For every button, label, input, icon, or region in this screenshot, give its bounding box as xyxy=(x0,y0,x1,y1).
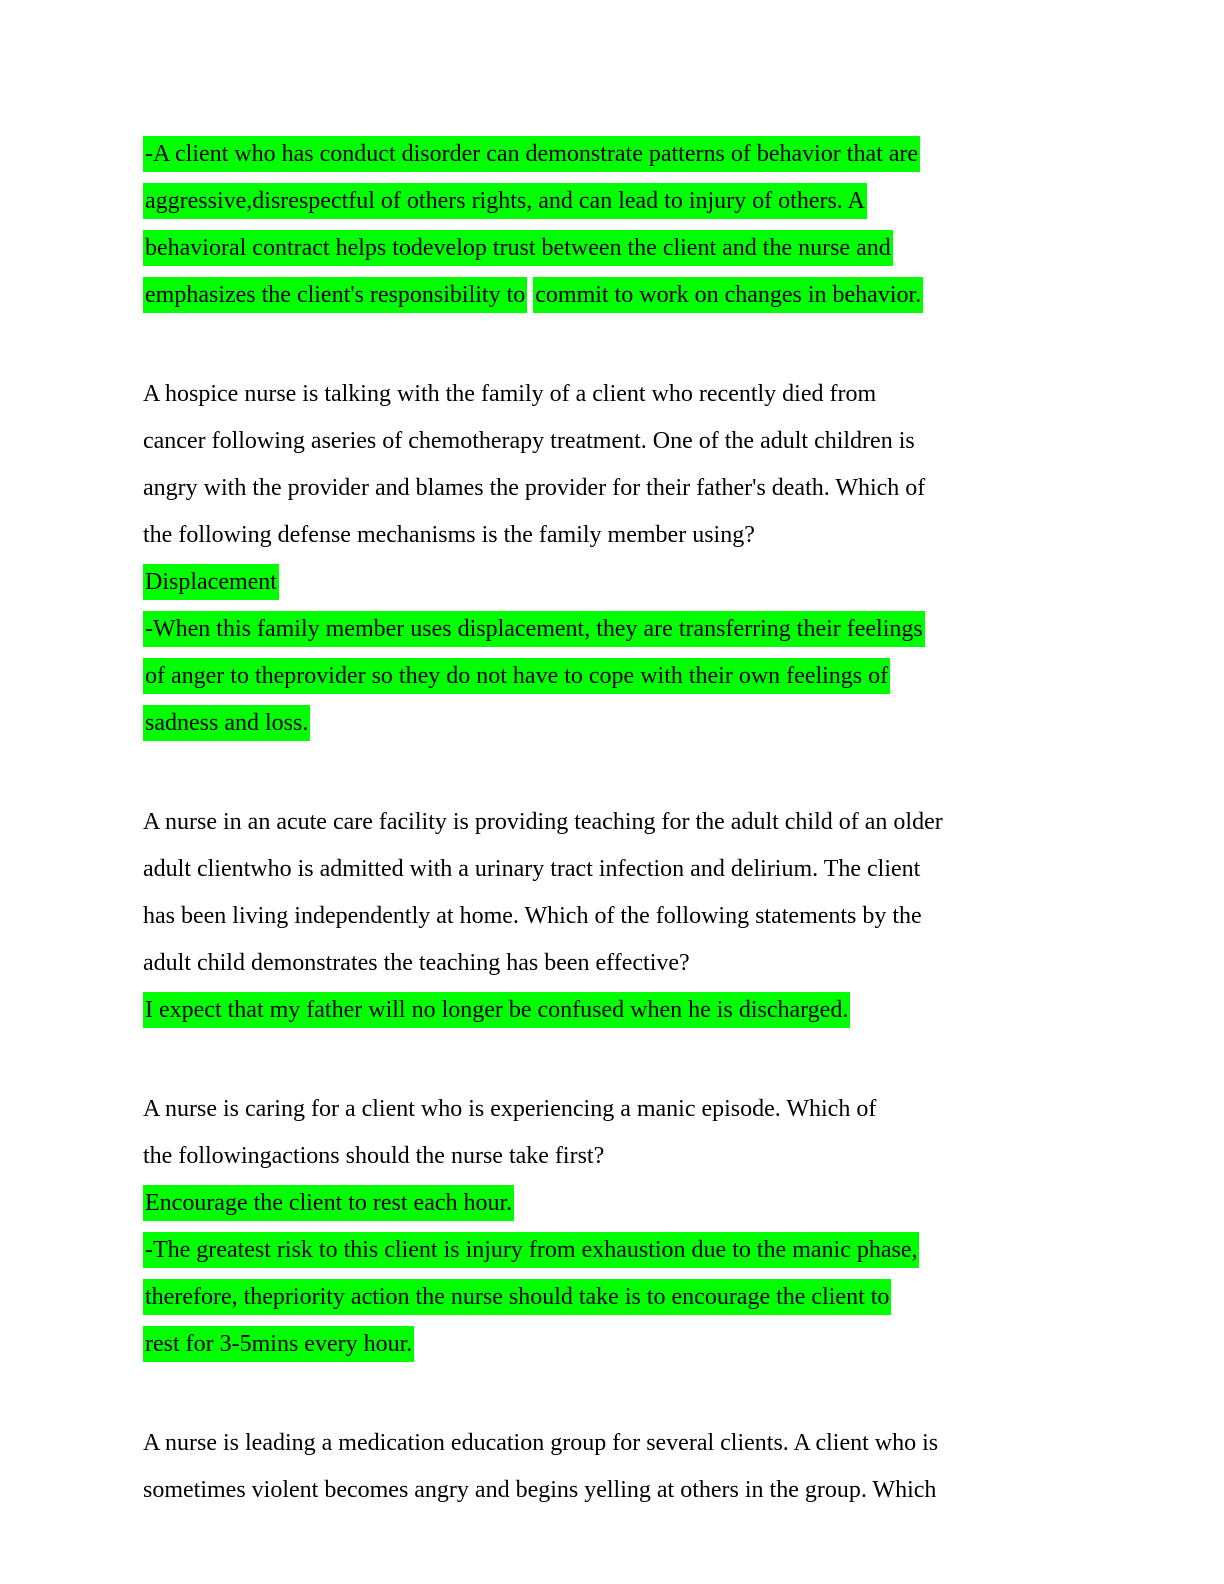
question-medication-education-group xyxy=(143,1420,1154,1514)
text-line xyxy=(143,987,1154,1034)
highlighted-text: commit to work on changes in behavior. xyxy=(533,277,923,313)
text-line xyxy=(143,893,1154,940)
highlighted-text: emphasizes the client's responsibility to xyxy=(143,277,527,313)
text-line xyxy=(143,371,1154,418)
text-line xyxy=(143,1086,1154,1133)
highlighted-text: aggressive,disrespectful of others rights, and can lead to injury of others. A xyxy=(143,183,867,219)
highlighted-text: of anger to theprovider so they do not have to cope with their own feelings of xyxy=(143,658,890,694)
plain-text: A nurse is leading a medication education group for several clients. A client who is xyxy=(143,1430,939,1456)
plain-text: angry with the provider and blames the provider for their father's death. Which of xyxy=(143,475,926,501)
text-line xyxy=(143,131,1154,178)
text-line xyxy=(143,1227,1154,1274)
text-line xyxy=(143,606,1154,653)
text-line xyxy=(143,1420,1154,1467)
text-line xyxy=(143,799,1154,846)
plain-text: cancer following aseries of chemotherapy treatment. One of the adult children is xyxy=(143,428,915,454)
highlighted-text: behavioral contract helps todevelop trust between the client and the nurse and xyxy=(143,230,893,266)
text-line xyxy=(143,559,1154,606)
question-hospice-defense-mechanism xyxy=(143,371,1154,747)
plain-text: has been living independently at home. Which of the following statements by the xyxy=(143,903,922,929)
highlighted-text: -When this family member uses displacement, they are transferring their feelings xyxy=(143,611,925,647)
text-line xyxy=(143,700,1154,747)
text-line xyxy=(143,512,1154,559)
document-body xyxy=(143,131,1154,1514)
text-line xyxy=(143,272,1154,319)
text-line xyxy=(143,940,1154,987)
text-line xyxy=(143,1274,1154,1321)
text-line xyxy=(143,1467,1154,1514)
plain-text: the following defense mechanisms is the family member using? xyxy=(143,522,755,548)
highlighted-text: -The greatest risk to this client is injury from exhaustion due to the manic phase, xyxy=(143,1232,919,1268)
question-uti-delirium-teaching xyxy=(143,799,1154,1034)
text-line xyxy=(143,1321,1154,1368)
highlighted-text: I expect that my father will no longer be confused when he is discharged. xyxy=(143,992,850,1028)
highlighted-text: sadness and loss. xyxy=(143,705,310,741)
plain-text: A hospice nurse is talking with the family of a client who recently died from xyxy=(143,381,877,407)
text-line xyxy=(143,653,1154,700)
highlighted-text: therefore, thepriority action the nurse should take is to encourage the client to xyxy=(143,1279,891,1315)
plain-text: sometimes violent becomes angry and begins yelling at others in the group. Which xyxy=(143,1477,937,1503)
text-line xyxy=(143,465,1154,512)
question-manic-episode-priority xyxy=(143,1086,1154,1368)
highlighted-text: Encourage the client to rest each hour. xyxy=(143,1185,514,1221)
plain-text: adult clientwho is admitted with a urinary tract infection and delirium. The client xyxy=(143,856,921,882)
text-line xyxy=(143,846,1154,893)
text-line xyxy=(143,178,1154,225)
text-line xyxy=(143,418,1154,465)
highlighted-text: rest for 3-5mins every hour. xyxy=(143,1326,414,1362)
highlighted-text: -A client who has conduct disorder can demonstrate patterns of behavior that are xyxy=(143,136,920,172)
rationale-conduct-disorder xyxy=(143,131,1154,319)
plain-text: the followingactions should the nurse take first? xyxy=(143,1143,605,1169)
plain-text: adult child demonstrates the teaching has been effective? xyxy=(143,950,690,976)
plain-text: A nurse in an acute care facility is providing teaching for the adult child of an older xyxy=(143,809,943,835)
highlighted-text: Displacement xyxy=(143,564,279,600)
text-line xyxy=(143,225,1154,272)
plain-text: A nurse is caring for a client who is experiencing a manic episode. Which of xyxy=(143,1096,877,1122)
text-line xyxy=(143,1180,1154,1227)
text-line xyxy=(143,1133,1154,1180)
